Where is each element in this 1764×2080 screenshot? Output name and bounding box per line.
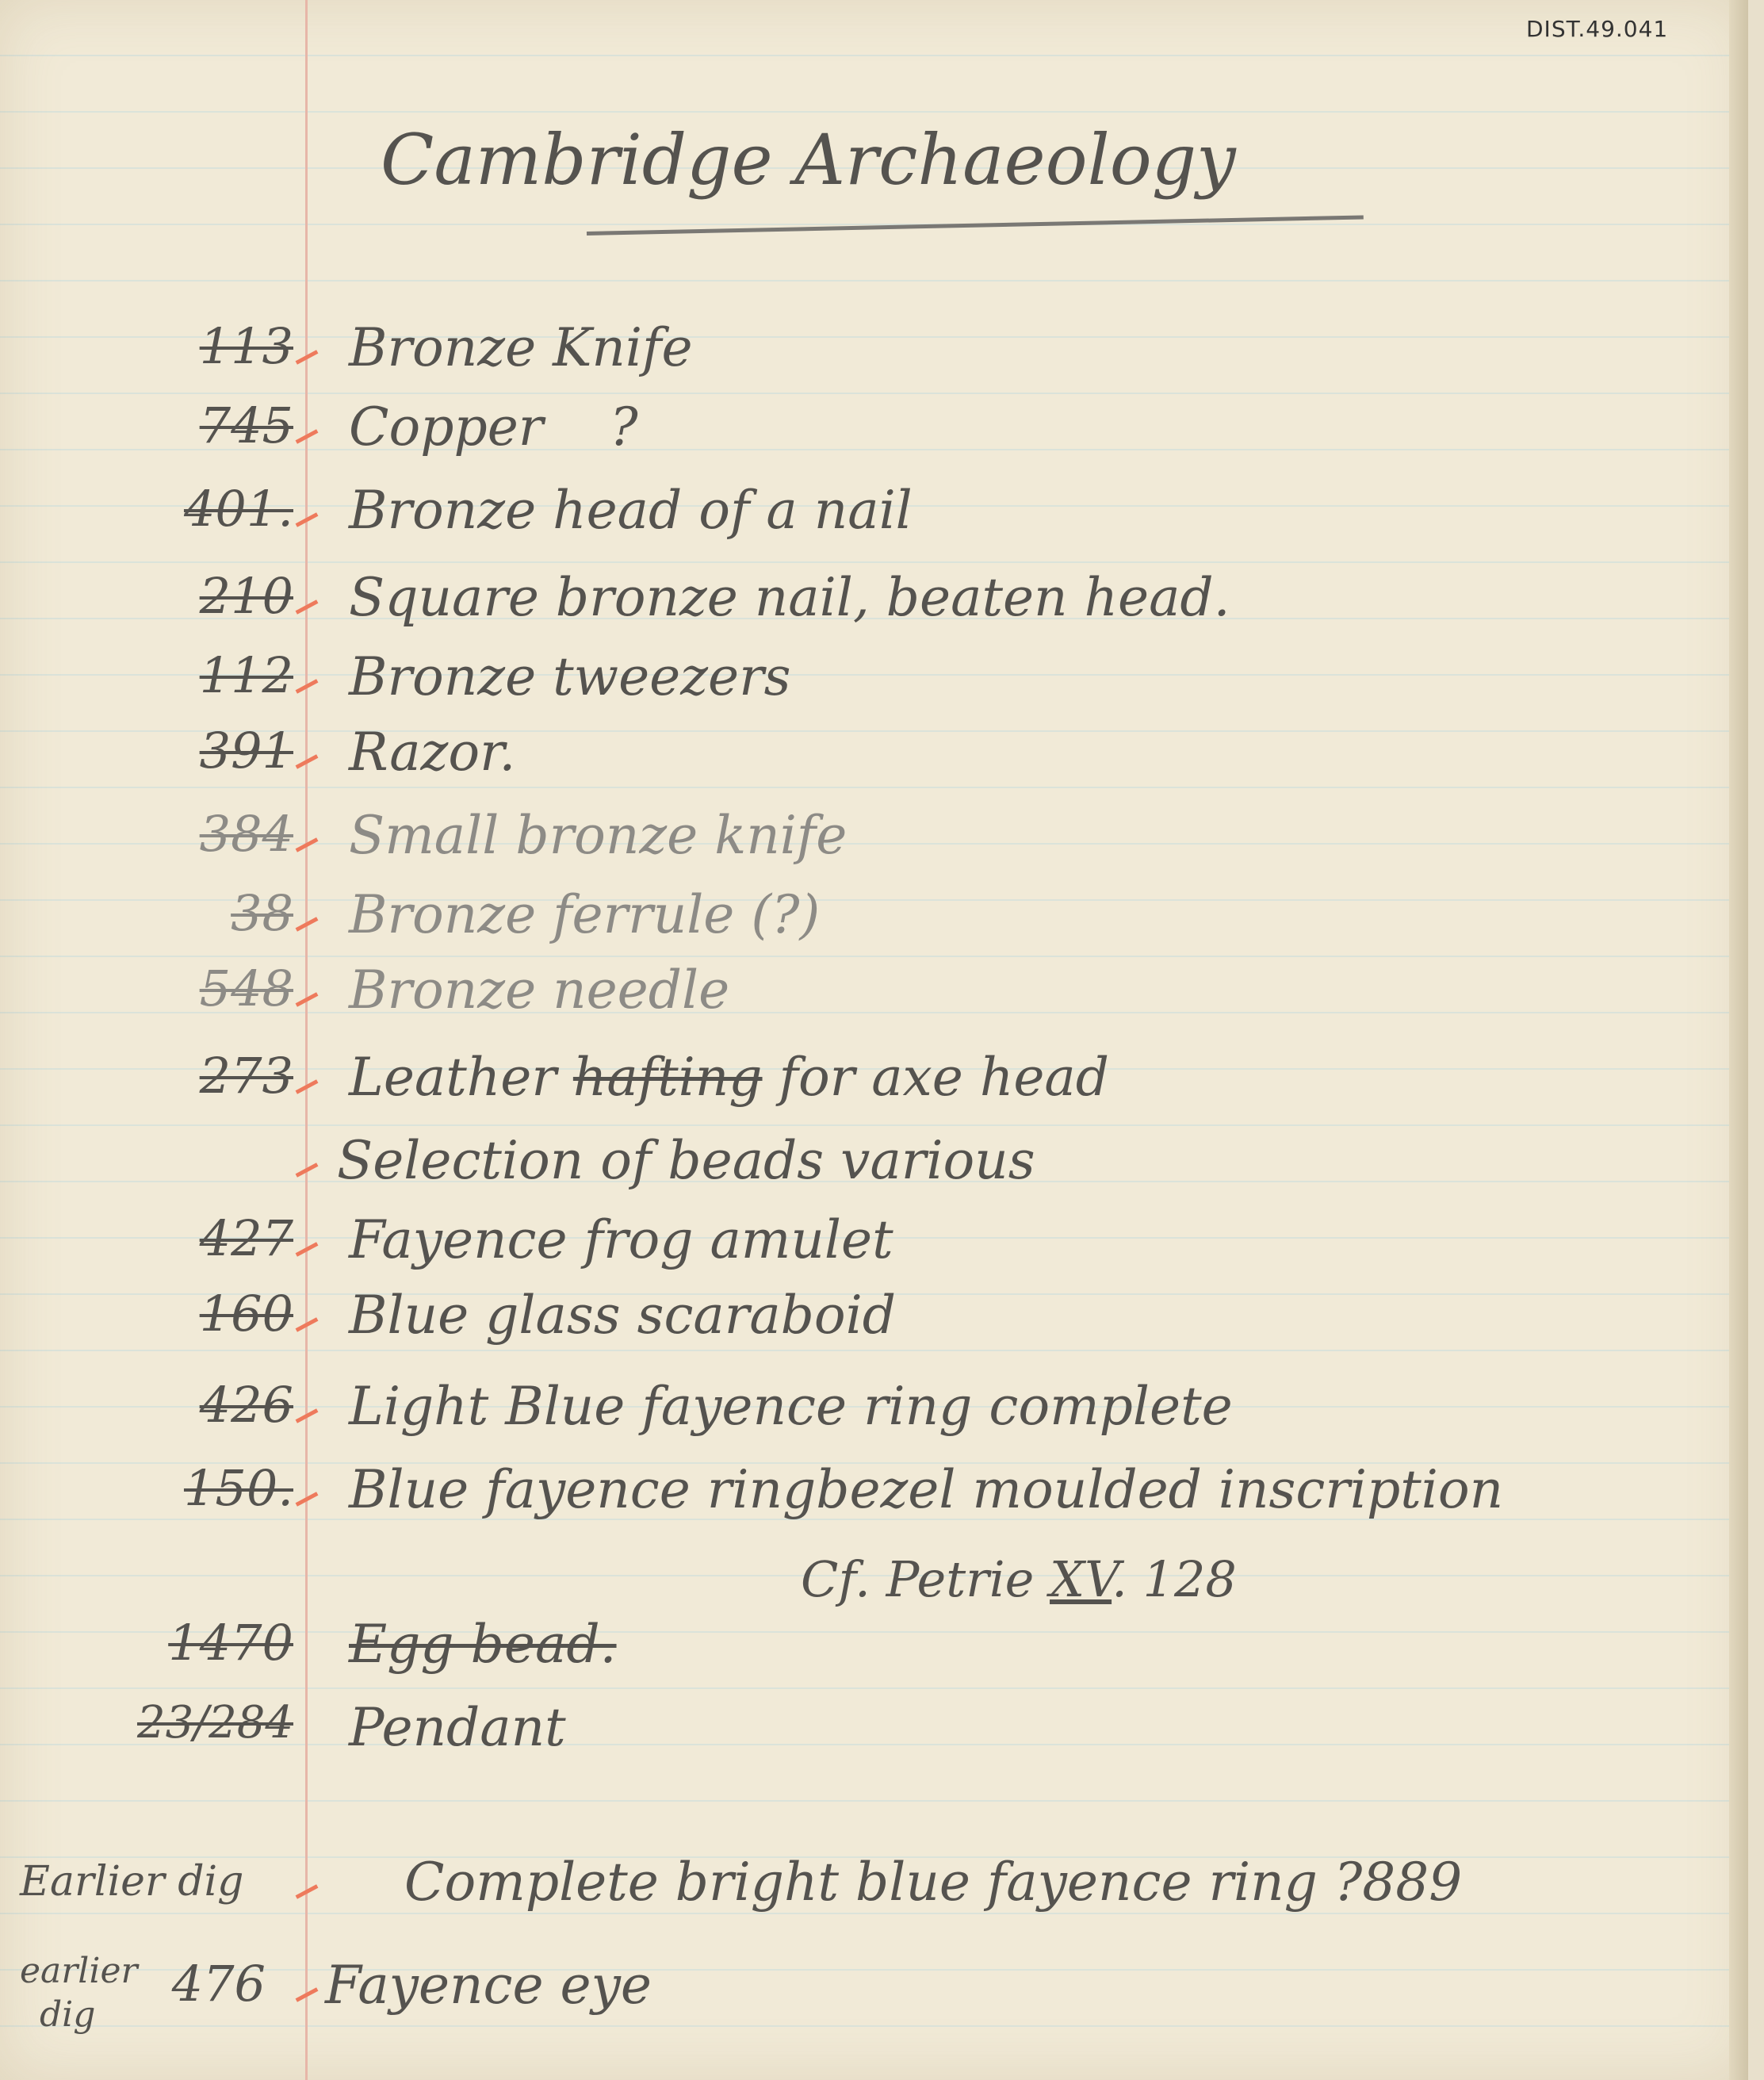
item-number: 391 xyxy=(199,722,293,780)
item-description-end: for axe head xyxy=(779,1047,1109,1108)
item-description: Copper ? xyxy=(349,396,638,458)
margin-note: earlier xyxy=(20,1951,138,1991)
item-description: Bronze head of a nail xyxy=(349,480,913,541)
list-item xyxy=(0,805,1744,884)
margin-tick xyxy=(296,1317,319,1331)
item-description: Bronze Knife xyxy=(349,317,693,378)
item-description: Egg bead. xyxy=(349,1614,617,1675)
item-description xyxy=(349,1047,1109,1108)
reference-note xyxy=(801,1550,1237,1608)
item-number: 150. xyxy=(183,1459,293,1517)
list-item xyxy=(0,1130,1744,1209)
list-item xyxy=(0,1047,1744,1126)
title-underline xyxy=(587,215,1364,236)
list-item xyxy=(0,884,1744,963)
item-number: 745 xyxy=(199,396,293,454)
item-number: 113 xyxy=(199,317,293,375)
item-number: 476 xyxy=(171,1955,266,2013)
list-item xyxy=(0,1285,1744,1364)
item-number: 38 xyxy=(231,884,293,942)
margin-tick xyxy=(296,917,319,931)
margin-tick xyxy=(296,1163,319,1177)
item-description: Razor. xyxy=(349,722,516,783)
item-description: Square bronze nail, beaten head. xyxy=(349,567,1230,628)
margin-tick xyxy=(296,599,319,614)
margin-tick xyxy=(296,679,319,693)
item-number: 384 xyxy=(199,805,293,863)
margin-tick xyxy=(296,992,319,1006)
margin-note: Earlier dig xyxy=(20,1858,244,1906)
margin-tick xyxy=(296,1492,319,1506)
margin-tick xyxy=(296,754,319,768)
item-number: 548 xyxy=(199,960,293,1017)
margin-tick xyxy=(296,1242,319,1256)
item-number: 426 xyxy=(199,1376,293,1434)
item-description: Complete bright blue fayence ring ?889 xyxy=(404,1852,1463,1913)
margin-tick xyxy=(296,429,319,443)
margin-note: dig xyxy=(40,1994,96,2035)
margin-tick xyxy=(296,512,319,527)
margin-tick xyxy=(296,1987,319,2001)
list-item xyxy=(0,1209,1744,1289)
margin-tick xyxy=(296,1884,319,1898)
item-description: Small bronze knife xyxy=(349,805,848,866)
list-item xyxy=(0,480,1744,559)
item-description: Selection of beads various xyxy=(337,1130,1035,1191)
reference-volume: XV xyxy=(1050,1550,1112,1608)
list-item xyxy=(0,1459,1744,1538)
list-item xyxy=(0,1852,1744,1931)
item-number: 210 xyxy=(199,567,293,625)
list-item xyxy=(0,396,1744,476)
item-description: Bronze ferrule (?) xyxy=(349,884,821,945)
list-item xyxy=(0,1951,1744,2035)
item-number: 23/284 xyxy=(136,1697,293,1749)
item-number: 401. xyxy=(183,480,293,538)
item-description: Light Blue fayence ring complete xyxy=(349,1376,1233,1437)
margin-tick xyxy=(296,350,319,364)
margin-tick xyxy=(296,837,319,852)
struck-entry xyxy=(0,1614,1744,1693)
item-number: 427 xyxy=(199,1209,293,1267)
list-item xyxy=(0,722,1744,801)
item-description: Bronze tweezers xyxy=(349,646,791,707)
reference-page: . 128 xyxy=(1112,1550,1237,1608)
list-item xyxy=(0,567,1744,646)
item-description: Blue fayence ringbezel moulded inscription xyxy=(349,1459,1504,1520)
margin-tick xyxy=(296,1079,319,1094)
item-description-struck: hafting xyxy=(572,1047,763,1108)
item-number: 160 xyxy=(199,1285,293,1343)
item-number: 112 xyxy=(199,646,293,704)
item-description-start: Leather xyxy=(349,1047,557,1108)
list-item xyxy=(0,317,1744,396)
list-item xyxy=(0,646,1744,726)
list-item xyxy=(0,960,1744,1039)
item-description: Bronze needle xyxy=(349,960,730,1021)
list-item xyxy=(0,1376,1744,1455)
page-title: Cambridge Archaeology xyxy=(381,119,1236,201)
reference-prefix: Cf. Petrie xyxy=(801,1550,1035,1608)
margin-tick xyxy=(296,1408,319,1423)
list-item xyxy=(0,1697,1744,1776)
item-description: Blue glass scaraboid xyxy=(349,1285,897,1346)
item-description: Pendant xyxy=(349,1697,566,1758)
item-number: 273 xyxy=(199,1047,293,1105)
item-description: Fayence eye xyxy=(325,1955,652,2016)
archive-reference: DIST.49.041 xyxy=(1526,16,1669,42)
item-number: 1470 xyxy=(168,1614,293,1672)
item-description: Fayence frog amulet xyxy=(349,1209,893,1270)
